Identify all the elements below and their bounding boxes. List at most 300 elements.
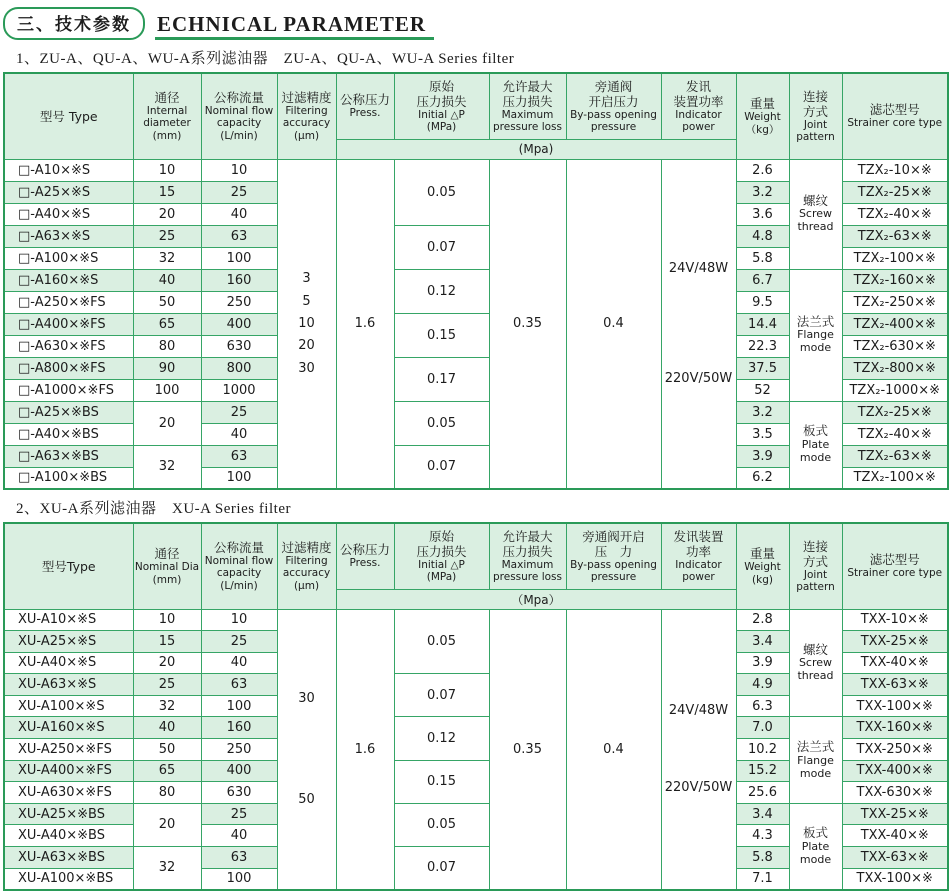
header-line: 原始 [428, 528, 454, 544]
cell-flow: 40 [201, 423, 277, 445]
cell-flow: 160 [201, 717, 277, 739]
table1-container [0, 72, 950, 490]
xu-series-table [3, 522, 949, 891]
header-line: 装置功率 [673, 93, 724, 109]
cell-line: Flange [797, 328, 834, 342]
cell-core: TXX-40×※ [842, 652, 948, 674]
header-cell-core [842, 73, 948, 159]
header-cell-initial-dp [394, 523, 489, 589]
header-line: Nominal flow [204, 104, 274, 117]
header-line: Initial △P [418, 108, 465, 121]
header-line: pressure [590, 121, 637, 134]
cell-diameter: 32 [133, 847, 201, 890]
cell-weight: 37.5 [736, 357, 789, 379]
cell-pressure: 1.6 [336, 609, 394, 890]
cell-flow: 25 [201, 401, 277, 423]
header-line: pressure loss [493, 571, 562, 584]
cell-flow: 100 [201, 467, 277, 489]
cell-flow: 160 [201, 269, 277, 291]
cell-line: 30 [298, 360, 315, 376]
cell-flow: 800 [201, 357, 277, 379]
page-header [0, 0, 950, 40]
cell-diameter: 100 [133, 379, 201, 401]
cell-diameter: 32 [133, 445, 201, 489]
cell-model: □-A250×※FS [4, 291, 133, 313]
header-line: Weight [744, 111, 781, 124]
section-badge: 三、技术参数 [3, 7, 145, 40]
cell-flow: 100 [201, 247, 277, 269]
cell-model: XU-A630×※FS [4, 782, 133, 804]
table-row [4, 159, 948, 181]
cell-initial-dp: 0.05 [394, 159, 489, 225]
cell-joint [789, 401, 842, 489]
cell-flow: 1000 [201, 379, 277, 401]
cell-line: 20 [298, 338, 315, 354]
cell-core: TZX₂-40×※ [842, 203, 948, 225]
cell-weight: 3.5 [736, 423, 789, 445]
cell-diameter: 65 [133, 760, 201, 782]
header-line: Joint [803, 568, 828, 581]
cell-line: thread [797, 220, 834, 234]
cell-core: TXX-10×※ [842, 609, 948, 631]
header-cell-weight [736, 523, 789, 609]
cell-weight: 3.2 [736, 181, 789, 203]
header-cell-power [661, 523, 736, 589]
header-line: 旁通阀 [594, 78, 633, 94]
header-line: Maximum [501, 108, 554, 121]
cell-diameter: 20 [133, 803, 201, 846]
header-cell-accuracy [277, 73, 336, 159]
header-line: (kg) [752, 573, 773, 586]
header-line: accuracy [282, 117, 331, 130]
cell-flow: 25 [201, 803, 277, 825]
cell-diameter: 10 [133, 609, 201, 631]
header-line: Press. [349, 107, 381, 120]
header-line: 通径 [154, 546, 180, 562]
cell-flow: 250 [201, 291, 277, 313]
cell-diameter: 10 [133, 159, 201, 181]
cell-flow: 10 [201, 609, 277, 631]
cell-weight: 10.2 [736, 739, 789, 761]
cell-model: □-A1000×※FS [4, 379, 133, 401]
unit-cell: (Mpa) [336, 139, 736, 159]
header-line: 压力损失 [416, 543, 467, 559]
header-line: Weight [744, 561, 781, 574]
cell-core: TZX₂-40×※ [842, 423, 948, 445]
cell-flow: 630 [201, 782, 277, 804]
header-cell-power [661, 73, 736, 139]
header-row [4, 73, 948, 139]
cell-weight: 2.8 [736, 609, 789, 631]
cell-model: □-A40×※BS [4, 423, 133, 445]
cell-core: TZX₂-10×※ [842, 159, 948, 181]
cell-flow: 100 [201, 695, 277, 717]
cell-line: 10 [298, 316, 315, 332]
cell-core: TXX-100×※ [842, 695, 948, 717]
cell-initial-dp: 0.12 [394, 269, 489, 313]
cell-core: TZX₂-250×※ [842, 291, 948, 313]
cell-line: Screw [798, 656, 833, 670]
table-row [4, 401, 948, 423]
header-cell-bypass [566, 73, 661, 139]
header-line: 发讯装置 [673, 528, 724, 544]
cell-line: 3 [302, 271, 311, 287]
cell-accuracy [277, 609, 336, 890]
cell-core: TXX-25×※ [842, 803, 948, 825]
header-line: Filtering [285, 104, 328, 117]
header-line: Filtering [285, 554, 328, 567]
cell-weight: 52 [736, 379, 789, 401]
header-line: 连接 [802, 88, 828, 104]
page-title: ECHNICAL PARAMETER [155, 13, 434, 40]
cell-initial-dp: 0.15 [394, 760, 489, 803]
cell-joint [789, 269, 842, 401]
header-line: (MPa) [426, 571, 457, 584]
header-line: 公称压力 [339, 542, 390, 558]
header-line: capacity [216, 567, 262, 580]
cell-flow: 63 [201, 225, 277, 247]
cell-weight: 3.9 [736, 445, 789, 467]
cell-diameter: 15 [133, 181, 201, 203]
header-cell-flow [201, 73, 277, 159]
header-cell-bypass [566, 523, 661, 589]
cell-initial-dp: 0.07 [394, 225, 489, 269]
cell-model: □-A63×※S [4, 225, 133, 247]
cell-model: XU-A40×※S [4, 652, 133, 674]
cell-flow: 40 [201, 825, 277, 847]
cell-weight: 4.9 [736, 674, 789, 696]
header-line: pressure [590, 571, 637, 584]
cell-diameter: 20 [133, 652, 201, 674]
cell-pressure: 1.6 [336, 159, 394, 489]
cell-initial-dp: 0.05 [394, 803, 489, 846]
cell-flow: 400 [201, 760, 277, 782]
header-cell-max-loss [489, 73, 566, 139]
cell-line: thread [797, 669, 834, 683]
cell-weight: 5.8 [736, 247, 789, 269]
cell-diameter: 50 [133, 739, 201, 761]
header-line: 公称流量 [213, 89, 264, 105]
cell-diameter: 80 [133, 782, 201, 804]
header-line: 滤芯型号 [869, 552, 920, 568]
cell-diameter: 90 [133, 357, 201, 379]
header-line: 压力损失 [502, 93, 553, 109]
header-cell-flow [201, 523, 277, 609]
header-row [4, 523, 948, 589]
header-cell-initial-dp [394, 73, 489, 139]
table-row [4, 269, 948, 291]
cell-model: XU-A25×※BS [4, 803, 133, 825]
cell-weight: 6.3 [736, 695, 789, 717]
header-line: (MPa) [426, 121, 457, 134]
header-line: diameter [143, 117, 191, 130]
header-cell-diameter [133, 523, 201, 609]
header-line: pressure loss [493, 121, 562, 134]
table2-container [0, 522, 950, 891]
cell-model: XU-A160×※S [4, 717, 133, 739]
header-cell-weight [736, 73, 789, 159]
cell-diameter: 25 [133, 225, 201, 247]
cell-bypass: 0.4 [566, 609, 661, 890]
cell-diameter: 20 [133, 203, 201, 225]
header-line: (μm) [293, 130, 320, 143]
header-line: 旁通阀开启 [582, 528, 645, 544]
header-line: 公称压力 [339, 92, 390, 108]
cell-line: mode [799, 852, 832, 866]
cell-initial-dp: 0.05 [394, 609, 489, 674]
header-line: 压力损失 [416, 93, 467, 109]
cell-model: □-A800×※FS [4, 357, 133, 379]
header-line: 原始 [428, 78, 454, 94]
header-cell-max-loss [489, 523, 566, 589]
cell-flow: 630 [201, 335, 277, 357]
cell-weight: 15.2 [736, 760, 789, 782]
header-line: 功率 [685, 543, 711, 559]
cell-flow: 63 [201, 674, 277, 696]
cell-line: 螺纹 [802, 641, 828, 657]
header-line: 压 力 [594, 543, 633, 559]
cell-model: XU-A100×※BS [4, 868, 133, 890]
cell-weight: 14.4 [736, 313, 789, 335]
cell-flow: 40 [201, 203, 277, 225]
cell-flow: 25 [201, 181, 277, 203]
cell-bypass: 0.4 [566, 159, 661, 489]
cell-line: 30 [298, 691, 315, 707]
header-line: Strainer core type [847, 567, 943, 580]
cell-core: TXX-400×※ [842, 760, 948, 782]
cell-flow: 63 [201, 847, 277, 869]
cell-weight: 3.4 [736, 803, 789, 825]
cell-core: TZX₂-160×※ [842, 269, 948, 291]
header-line: 方式 [802, 553, 828, 569]
header-line: capacity [216, 117, 262, 130]
cell-core: TXX-25×※ [842, 631, 948, 653]
cell-diameter: 32 [133, 695, 201, 717]
cell-core: TXX-63×※ [842, 674, 948, 696]
header-line: （kg） [745, 123, 780, 136]
cell-weight: 3.2 [736, 401, 789, 423]
cell-line: 5 [302, 293, 311, 309]
header-cell-diameter [133, 73, 201, 159]
cell-diameter: 50 [133, 291, 201, 313]
cell-model: XU-A10×※S [4, 609, 133, 631]
cell-line: 板式 [802, 824, 828, 840]
cell-model: XU-A63×※BS [4, 847, 133, 869]
header-line: By-pass opening [570, 108, 657, 121]
header-cell-model [4, 523, 133, 609]
cell-weight: 3.4 [736, 631, 789, 653]
header-line: Nominal Dia [134, 561, 200, 574]
cell-model: □-A10×※S [4, 159, 133, 181]
cell-flow: 100 [201, 868, 277, 890]
cell-core: TXX-100×※ [842, 868, 948, 890]
cell-model: XU-A400×※FS [4, 760, 133, 782]
header-line: (L/min) [220, 130, 258, 143]
cell-initial-dp: 0.05 [394, 401, 489, 445]
zu-qu-wu-series-table [3, 72, 949, 490]
header-line: 通径 [154, 89, 180, 105]
cell-flow: 250 [201, 739, 277, 761]
header-line: (L/min) [220, 580, 258, 593]
cell-initial-dp: 0.07 [394, 674, 489, 717]
cell-line: 法兰式 [796, 313, 835, 329]
header-line: 允许最大 [502, 78, 553, 94]
cell-weight: 7.0 [736, 717, 789, 739]
cell-model: XU-A40×※BS [4, 825, 133, 847]
cell-model: XU-A100×※S [4, 695, 133, 717]
cell-line: mode [799, 341, 832, 355]
unit-cell: （Mpa） [336, 589, 736, 609]
header-line: 过滤精度 [281, 539, 332, 555]
cell-initial-dp: 0.12 [394, 717, 489, 760]
cell-joint [789, 803, 842, 889]
cell-accuracy [277, 159, 336, 489]
cell-line: 法兰式 [796, 738, 835, 754]
cell-core: TXX-250×※ [842, 739, 948, 761]
cell-core: TZX₂-1000×※ [842, 379, 948, 401]
cell-flow: 10 [201, 159, 277, 181]
cell-max-loss: 0.35 [489, 159, 566, 489]
cell-model: □-A630×※FS [4, 335, 133, 357]
cell-core: TXX-630×※ [842, 782, 948, 804]
header-line: Initial △P [418, 558, 465, 571]
header-line: pattern [796, 131, 835, 144]
cell-weight: 3.6 [736, 203, 789, 225]
header-line: 允许最大 [502, 528, 553, 544]
header-line: 开启压力 [588, 93, 639, 109]
header-line: 连接 [802, 538, 828, 554]
cell-model: □-A160×※S [4, 269, 133, 291]
header-line: 发讯 [685, 78, 711, 94]
cell-core: TZX₂-25×※ [842, 401, 948, 423]
cell-line: Plate [801, 839, 830, 853]
cell-core: TXX-160×※ [842, 717, 948, 739]
cell-diameter: 20 [133, 401, 201, 445]
cell-weight: 22.3 [736, 335, 789, 357]
cell-flow: 400 [201, 313, 277, 335]
table-row [4, 803, 948, 825]
header-line: By-pass opening [570, 558, 657, 571]
header-line: power [682, 571, 715, 584]
cell-flow: 63 [201, 445, 277, 467]
cell-model: □-A100×※BS [4, 467, 133, 489]
header-line: 方式 [802, 103, 828, 119]
cell-line: 板式 [802, 423, 828, 439]
cell-weight: 6.7 [736, 269, 789, 291]
cell-model: □-A100×※S [4, 247, 133, 269]
header-line: Joint [803, 118, 828, 131]
cell-model: □-A25×※S [4, 181, 133, 203]
cell-line: mode [799, 451, 832, 465]
cell-weight: 5.8 [736, 847, 789, 869]
header-line: accuracy [282, 567, 331, 580]
cell-core: TZX₂-800×※ [842, 357, 948, 379]
cell-core: TZX₂-100×※ [842, 467, 948, 489]
header-line: (mm) [152, 130, 182, 143]
cell-initial-dp: 0.07 [394, 847, 489, 890]
cell-line: 螺纹 [802, 192, 828, 208]
header-cell-model [4, 73, 133, 159]
header-line: (μm) [293, 580, 320, 593]
cell-diameter: 32 [133, 247, 201, 269]
cell-core: TXX-63×※ [842, 847, 948, 869]
cell-line: 50 [298, 791, 315, 807]
cell-line: 24V/48W [668, 702, 729, 718]
cell-max-loss: 0.35 [489, 609, 566, 890]
header-cell-pressure [336, 523, 394, 589]
header-line: Strainer core type [847, 117, 943, 130]
cell-line: Flange [797, 753, 834, 767]
header-line: power [682, 121, 715, 134]
header-cell-core [842, 523, 948, 609]
cell-weight: 6.2 [736, 467, 789, 489]
table1-caption: 1、ZU-A、QU-A、WU-A系列滤油器 ZU-A、QU-A、WU-A Series filter [16, 51, 515, 67]
cell-line: 24V/48W [668, 260, 729, 276]
cell-flow: 25 [201, 631, 277, 653]
cell-power [661, 159, 736, 489]
header-line: Nominal flow [204, 554, 274, 567]
header-line: Internal [146, 104, 188, 117]
header-line: pattern [796, 581, 835, 594]
cell-power [661, 609, 736, 890]
cell-diameter: 40 [133, 269, 201, 291]
cell-initial-dp: 0.17 [394, 357, 489, 401]
table-row [4, 609, 948, 631]
cell-model: XU-A63×※S [4, 674, 133, 696]
cell-joint [789, 609, 842, 717]
cell-core: TXX-40×※ [842, 825, 948, 847]
cell-flow: 40 [201, 652, 277, 674]
cell-model: □-A40×※S [4, 203, 133, 225]
header-line: Maximum [501, 558, 554, 571]
cell-core: TZX₂-63×※ [842, 225, 948, 247]
cell-diameter: 15 [133, 631, 201, 653]
table2-caption: 2、XU-A系列滤油器 XU-A Series filter [16, 501, 291, 517]
header-line: 型号Type [41, 558, 96, 574]
cell-diameter: 25 [133, 674, 201, 696]
header-line: 公称流量 [213, 539, 264, 555]
cell-initial-dp: 0.07 [394, 445, 489, 489]
cell-model: □-A25×※BS [4, 401, 133, 423]
cell-line: 220V/50W [664, 371, 733, 387]
header-line: Indicator [675, 108, 722, 121]
header-cell-joint [789, 73, 842, 159]
cell-weight: 4.3 [736, 825, 789, 847]
cell-diameter: 65 [133, 313, 201, 335]
cell-core: TZX₂-25×※ [842, 181, 948, 203]
cell-weight: 9.5 [736, 291, 789, 313]
table-row [4, 717, 948, 739]
cell-weight: 4.8 [736, 225, 789, 247]
cell-model: □-A400×※FS [4, 313, 133, 335]
header-line: 过滤精度 [281, 89, 332, 105]
cell-diameter: 80 [133, 335, 201, 357]
cell-model: XU-A250×※FS [4, 739, 133, 761]
header-line: Press. [349, 557, 381, 570]
header-line: 滤芯型号 [869, 102, 920, 118]
cell-line: Screw [798, 207, 833, 221]
cell-line: 220V/50W [664, 780, 733, 796]
cell-core: TZX₂-100×※ [842, 247, 948, 269]
cell-line: mode [799, 766, 832, 780]
header-line: 压力损失 [502, 543, 553, 559]
header-cell-accuracy [277, 523, 336, 609]
header-cell-pressure [336, 73, 394, 139]
cell-core: TZX₂-630×※ [842, 335, 948, 357]
cell-weight: 2.6 [736, 159, 789, 181]
header-cell-joint [789, 523, 842, 609]
cell-model: XU-A25×※S [4, 631, 133, 653]
